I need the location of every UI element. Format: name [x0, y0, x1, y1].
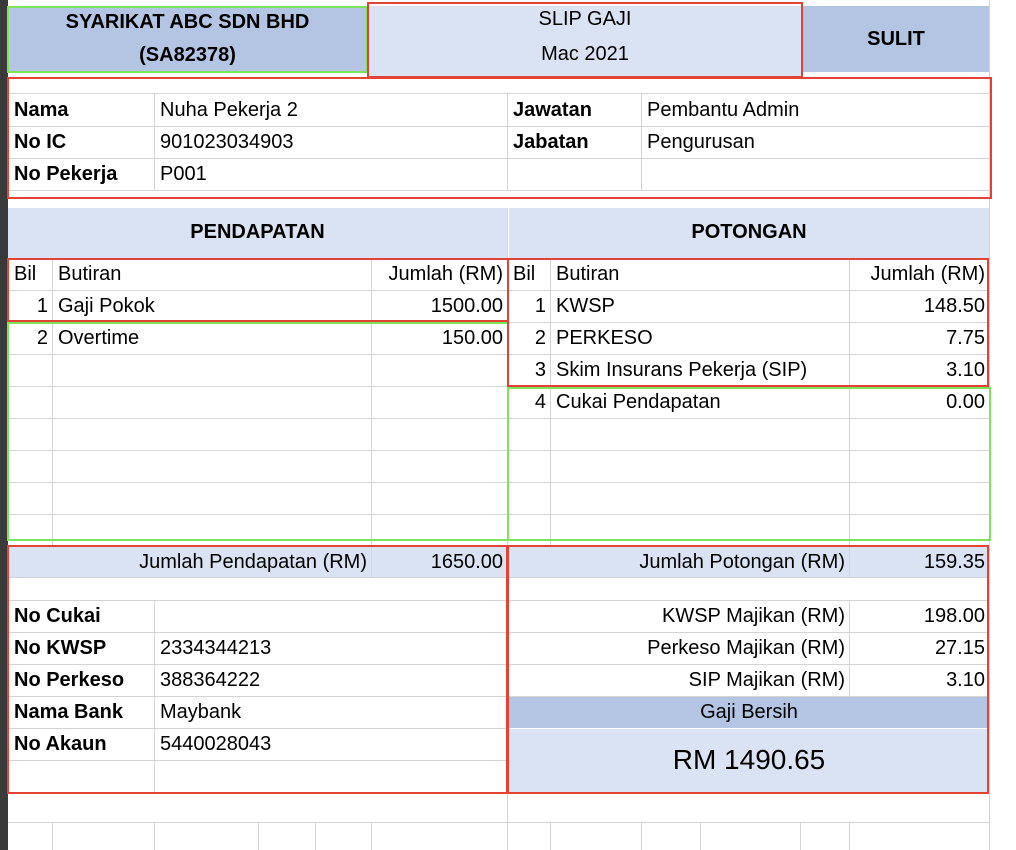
- bank-label: Nama Bank: [14, 701, 123, 723]
- table-row-butiran[interactable]: PERKESO: [556, 327, 653, 349]
- company-reg: (SA82378): [139, 44, 236, 66]
- pendapatan-title: PENDAPATAN: [190, 221, 325, 243]
- slip-title: SLIP GAJI: [538, 8, 632, 30]
- table-row-butiran[interactable]: Gaji Pokok: [58, 295, 155, 317]
- bank-value[interactable]: Maybank: [160, 701, 242, 723]
- potongan-total-value[interactable]: 159.35: [923, 551, 985, 573]
- table-row-butiran[interactable]: Skim Insurans Pekerja (SIP): [556, 359, 808, 381]
- table-row-butiran[interactable]: Cukai Pendapatan: [556, 391, 721, 413]
- net-pay-label: Gaji Bersih: [700, 701, 798, 723]
- table-row-bil[interactable]: 2: [534, 327, 546, 349]
- ic-value[interactable]: 901023034903: [160, 131, 294, 153]
- table-row-bil[interactable]: 4: [534, 391, 546, 413]
- table-row-bil[interactable]: 1: [534, 295, 546, 317]
- company-name: SYARIKAT ABC SDN BHD: [65, 11, 310, 33]
- jawatan-label: Jawatan: [513, 99, 592, 121]
- pekerja-value[interactable]: P001: [160, 163, 207, 185]
- akaun-value[interactable]: 5440028043: [160, 733, 272, 755]
- jabatan-label: Jabatan: [513, 131, 589, 153]
- cukai-label: No Cukai: [14, 605, 101, 627]
- potongan-total-label: Jumlah Potongan (RM): [639, 551, 845, 573]
- perkeso-label: No Perkeso: [14, 669, 125, 691]
- pekerja-label: No Pekerja: [14, 163, 118, 185]
- employer-sip-label: SIP Majikan (RM): [688, 669, 845, 691]
- pendapatan-total-value[interactable]: 1650.00: [430, 551, 503, 573]
- pendapatan-total-label: Jumlah Pendapatan (RM): [139, 551, 367, 573]
- kwsp-value[interactable]: 2334344213: [160, 637, 272, 659]
- pendapatan-col-butiran: Butiran: [58, 263, 122, 285]
- nama-value[interactable]: Nuha Pekerja 2: [160, 99, 298, 121]
- left-edge-strip: [0, 0, 8, 850]
- slip-period: Mac 2021: [541, 43, 629, 65]
- pendapatan-col-bil: Bil: [14, 263, 37, 285]
- perkeso-value[interactable]: 388364222: [160, 669, 261, 691]
- pendapatan-col-jumlah: Jumlah (RM): [388, 263, 503, 285]
- employer-sip-value[interactable]: 3.10: [946, 669, 985, 691]
- table-row-bil[interactable]: 2: [36, 327, 48, 349]
- table-row-jumlah[interactable]: 150.00: [441, 327, 503, 349]
- potongan-title: POTONGAN: [691, 221, 807, 243]
- table-row-butiran[interactable]: KWSP: [556, 295, 615, 317]
- nama-label: Nama: [14, 99, 69, 121]
- table-row-jumlah[interactable]: 3.10: [946, 359, 985, 381]
- ic-label: No IC: [14, 131, 67, 153]
- table-row-bil[interactable]: 3: [534, 359, 546, 381]
- potongan-col-butiran: Butiran: [556, 263, 620, 285]
- table-row-jumlah[interactable]: 7.75: [946, 327, 985, 349]
- potongan-col-bil: Bil: [513, 263, 536, 285]
- table-row-butiran[interactable]: Overtime: [58, 327, 140, 349]
- net-pay-value[interactable]: RM 1490.65: [672, 744, 826, 775]
- employer-kwsp-label: KWSP Majikan (RM): [662, 605, 845, 627]
- table-row-bil[interactable]: 1: [36, 295, 48, 317]
- potongan-col-jumlah: Jumlah (RM): [870, 263, 985, 285]
- table-row-jumlah[interactable]: 148.50: [923, 295, 985, 317]
- jawatan-value[interactable]: Pembantu Admin: [647, 99, 800, 121]
- kwsp-label: No KWSP: [14, 637, 107, 659]
- table-row-jumlah[interactable]: 1500.00: [430, 295, 503, 317]
- classification-label: SULIT: [867, 28, 925, 50]
- employer-perkeso-value[interactable]: 27.15: [934, 637, 985, 659]
- jabatan-value[interactable]: Pengurusan: [647, 131, 755, 153]
- akaun-label: No Akaun: [14, 733, 107, 755]
- table-row-jumlah[interactable]: 0.00: [946, 391, 985, 413]
- employer-perkeso-label: Perkeso Majikan (RM): [647, 637, 845, 659]
- employer-kwsp-value[interactable]: 198.00: [923, 605, 985, 627]
